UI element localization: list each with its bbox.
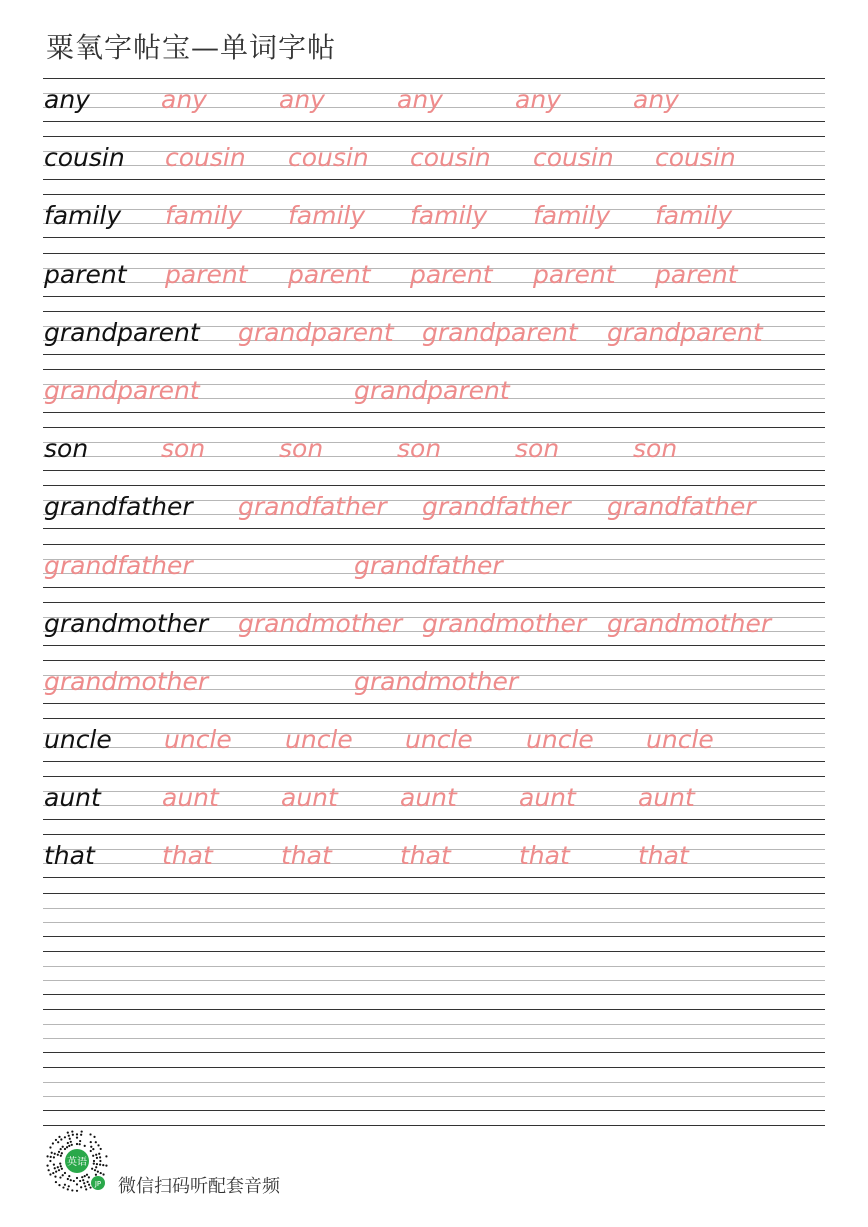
practice-row xyxy=(43,253,825,311)
guide-line xyxy=(43,994,825,995)
practice-row xyxy=(43,136,825,194)
trace-word: family xyxy=(165,201,243,231)
guide-line xyxy=(43,544,825,545)
trace-word: aunt xyxy=(519,783,576,813)
guide-line xyxy=(43,296,825,297)
practice-row xyxy=(43,1009,825,1067)
guide-line xyxy=(43,703,825,704)
trace-word: cousin xyxy=(288,143,369,173)
trace-word: cousin xyxy=(655,143,736,173)
trace-word: family xyxy=(288,201,366,231)
trace-word: uncle xyxy=(405,725,473,755)
trace-word: any xyxy=(397,85,443,114)
model-word: parent xyxy=(44,259,127,289)
model-word: any xyxy=(44,85,90,114)
trace-word: parent xyxy=(410,259,493,289)
guide-line xyxy=(43,121,825,122)
practice-rows xyxy=(43,78,825,1126)
practice-row xyxy=(43,893,825,951)
trace-word: grandfather xyxy=(607,492,756,522)
trace-word: cousin xyxy=(165,143,246,173)
trace-word: uncle xyxy=(646,725,714,755)
practice-row xyxy=(43,427,825,485)
page-title: 粟氧字帖宝—单词字帖 xyxy=(46,31,337,64)
model-word: grandparent xyxy=(44,317,200,347)
model-word: that xyxy=(44,841,95,871)
guide-line xyxy=(43,602,825,603)
trace-word: cousin xyxy=(533,143,614,173)
guide-line xyxy=(43,587,825,588)
trace-word: cousin xyxy=(410,143,491,173)
practice-row xyxy=(43,718,825,776)
guide-line xyxy=(43,922,825,923)
guide-line xyxy=(43,369,825,370)
trace-word: grandparent xyxy=(354,375,510,405)
guide-line xyxy=(43,660,825,661)
trace-word: that xyxy=(519,841,570,871)
trace-word: grandfather xyxy=(354,550,503,580)
trace-word: family xyxy=(533,201,611,231)
guide-line xyxy=(43,237,825,238)
guide-line xyxy=(43,1082,825,1083)
trace-word: aunt xyxy=(281,783,338,813)
trace-word: any xyxy=(515,85,561,114)
practice-row xyxy=(43,834,825,892)
guide-line xyxy=(43,311,825,312)
guide-line xyxy=(43,485,825,486)
guide-line xyxy=(43,776,825,777)
guide-line xyxy=(43,819,825,820)
trace-word: grandparent xyxy=(607,317,763,347)
practice-row xyxy=(43,1067,825,1125)
model-word: grandmother xyxy=(44,608,209,638)
guide-line xyxy=(43,908,825,909)
scan-caption: 微信扫码听配套音频 xyxy=(118,1176,280,1197)
guide-line xyxy=(43,354,825,355)
guide-line xyxy=(43,194,825,195)
practice-row xyxy=(43,951,825,1009)
guide-line xyxy=(43,1110,825,1111)
practice-row xyxy=(43,78,825,136)
guide-line xyxy=(43,78,825,79)
practice-row xyxy=(43,485,825,543)
guide-line xyxy=(43,877,825,878)
trace-word: grandfather xyxy=(422,492,571,522)
trace-word: parent xyxy=(288,259,371,289)
guide-line xyxy=(43,427,825,428)
guide-line xyxy=(43,966,825,967)
trace-word: son xyxy=(633,434,678,464)
trace-word: grandfather xyxy=(44,550,193,580)
practice-row xyxy=(43,311,825,369)
trace-word: son xyxy=(397,434,442,464)
trace-word: any xyxy=(633,85,679,114)
svg-text:英语: 英语 xyxy=(67,1157,87,1168)
trace-word: that xyxy=(281,841,332,871)
trace-word: grandparent xyxy=(238,317,394,347)
trace-word: grandmother xyxy=(238,608,403,638)
trace-word: uncle xyxy=(164,725,232,755)
guide-line xyxy=(43,1009,825,1010)
model-word: son xyxy=(44,434,89,464)
practice-row xyxy=(43,544,825,602)
model-word: uncle xyxy=(44,725,112,755)
trace-word: aunt xyxy=(638,783,695,813)
guide-line xyxy=(43,761,825,762)
trace-word: grandparent xyxy=(422,317,578,347)
footer xyxy=(42,1126,442,1198)
trace-word: son xyxy=(515,434,560,464)
wechat-mini-program-qr-icon[interactable] xyxy=(42,1126,112,1196)
model-word: family xyxy=(44,201,122,231)
trace-word: grandmother xyxy=(607,608,772,638)
guide-line xyxy=(43,1052,825,1053)
trace-word: grandmother xyxy=(44,666,209,696)
guide-line xyxy=(43,179,825,180)
svg-text:JP: JP xyxy=(94,1180,102,1188)
trace-word: parent xyxy=(533,259,616,289)
trace-word: grandmother xyxy=(422,608,587,638)
guide-line xyxy=(43,136,825,137)
practice-row xyxy=(43,660,825,718)
practice-row xyxy=(43,776,825,834)
guide-line xyxy=(43,718,825,719)
practice-row xyxy=(43,369,825,427)
trace-word: parent xyxy=(165,259,248,289)
trace-word: that xyxy=(400,841,451,871)
model-word: cousin xyxy=(44,143,125,173)
trace-word: grandfather xyxy=(238,492,387,522)
trace-word: uncle xyxy=(526,725,594,755)
guide-line xyxy=(43,1024,825,1025)
trace-word: aunt xyxy=(400,783,457,813)
trace-word: family xyxy=(410,201,488,231)
guide-line xyxy=(43,936,825,937)
practice-row xyxy=(43,194,825,252)
guide-line xyxy=(43,951,825,952)
trace-word: grandparent xyxy=(44,375,200,405)
model-word: grandfather xyxy=(44,492,193,522)
trace-word: uncle xyxy=(285,725,353,755)
guide-line xyxy=(43,645,825,646)
trace-word: grandmother xyxy=(354,666,519,696)
guide-line xyxy=(43,893,825,894)
trace-word: aunt xyxy=(162,783,219,813)
guide-line xyxy=(43,980,825,981)
guide-line xyxy=(43,412,825,413)
model-word: aunt xyxy=(44,783,101,813)
guide-line xyxy=(43,253,825,254)
practice-row xyxy=(43,602,825,660)
guide-line xyxy=(43,1038,825,1039)
trace-word: family xyxy=(655,201,733,231)
trace-word: that xyxy=(638,841,689,871)
trace-word: any xyxy=(161,85,207,114)
trace-word: any xyxy=(279,85,325,114)
trace-word: son xyxy=(279,434,324,464)
guide-line xyxy=(43,528,825,529)
trace-word: parent xyxy=(655,259,738,289)
trace-word: that xyxy=(162,841,213,871)
guide-line xyxy=(43,1067,825,1068)
guide-line xyxy=(43,470,825,471)
trace-word: son xyxy=(161,434,206,464)
guide-line xyxy=(43,1096,825,1097)
guide-line xyxy=(43,834,825,835)
